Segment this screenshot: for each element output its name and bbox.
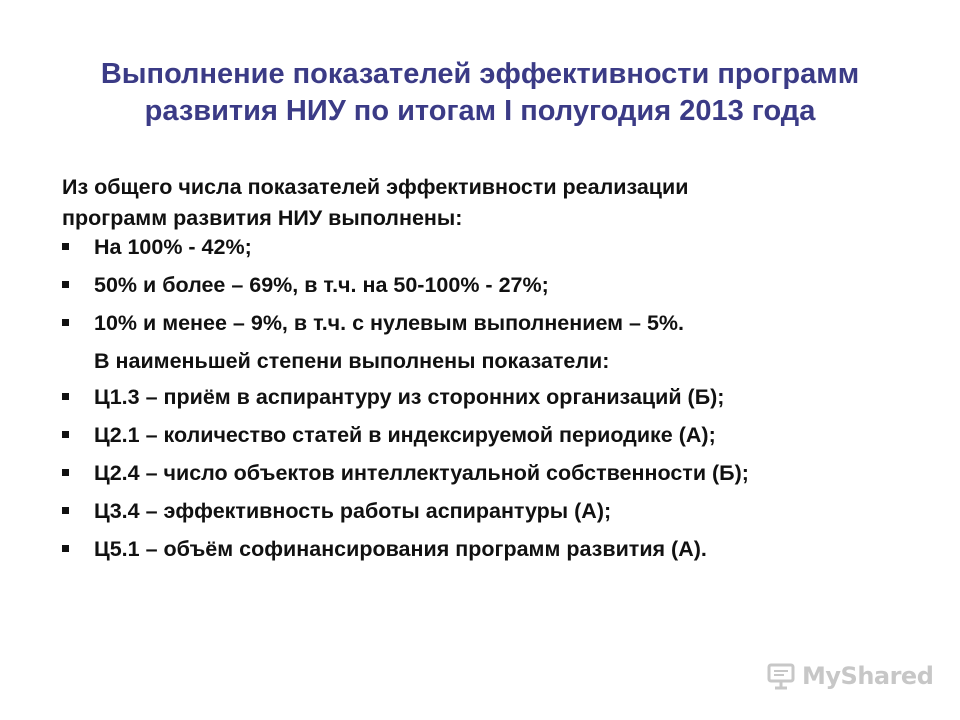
indicator-item-c3-4 (62, 498, 942, 536)
intro-line-2: программ развития НИУ выполнены: (62, 206, 463, 230)
watermark-logo (766, 656, 933, 696)
presentation-board-icon (766, 661, 796, 691)
bullet-item-100-percent (62, 234, 942, 272)
bullet-item-10-percent (62, 310, 942, 348)
square-bullet-icon (62, 319, 69, 326)
slide-title-line-1: Выполнение показателей эффективности программ (100, 58, 860, 90)
square-bullet-icon (62, 281, 69, 288)
indicator-item-c1-3 (62, 384, 942, 422)
least-fulfilled-heading (62, 348, 942, 384)
indicator-item-c2-1 (62, 422, 942, 460)
bullet-item-50-percent (62, 272, 942, 310)
least-fulfilled-heading-text: В наименьшей степени выполнены показатели: (94, 349, 610, 373)
square-bullet-icon (62, 545, 69, 552)
square-bullet-icon (62, 243, 69, 250)
bullet-text: Ц2.1 – количество статей в индексируемой периодике (А); (94, 423, 716, 447)
bullet-text: Ц1.3 – приём в аспирантуру из сторонних организаций (Б); (94, 385, 725, 409)
intro-paragraph (62, 172, 942, 234)
square-bullet-icon (62, 507, 69, 514)
intro-line-1: Из общего числа показателей эффективности реализации (62, 175, 689, 199)
slide-title (40, 56, 920, 130)
square-bullet-icon (62, 469, 69, 476)
bullet-text: На 100% - 42%; (94, 235, 252, 259)
indicator-item-c5-1 (62, 536, 942, 574)
indicator-item-c2-4 (62, 460, 942, 498)
slide-title-line-2: развития НИУ по итогам I полугодия 2013 года (144, 95, 816, 127)
bullet-text: Ц5.1 – объём софинансирования программ развития (А). (94, 537, 707, 561)
bullet-text: Ц3.4 – эффективность работы аспирантуры (А); (94, 499, 612, 523)
square-bullet-icon (62, 431, 69, 438)
watermark-text: MyShared (802, 662, 934, 690)
bullet-text: 50% и более – 69%, в т.ч. на 50-100% - 27%; (94, 273, 549, 297)
slide-body (62, 172, 942, 574)
bullet-text: 10% и менее – 9%, в т.ч. с нулевым выполнением – 5%. (94, 311, 684, 335)
square-bullet-icon (62, 393, 69, 400)
bullet-text: Ц2.4 – число объектов интеллектуальной собственности (Б); (94, 461, 749, 485)
